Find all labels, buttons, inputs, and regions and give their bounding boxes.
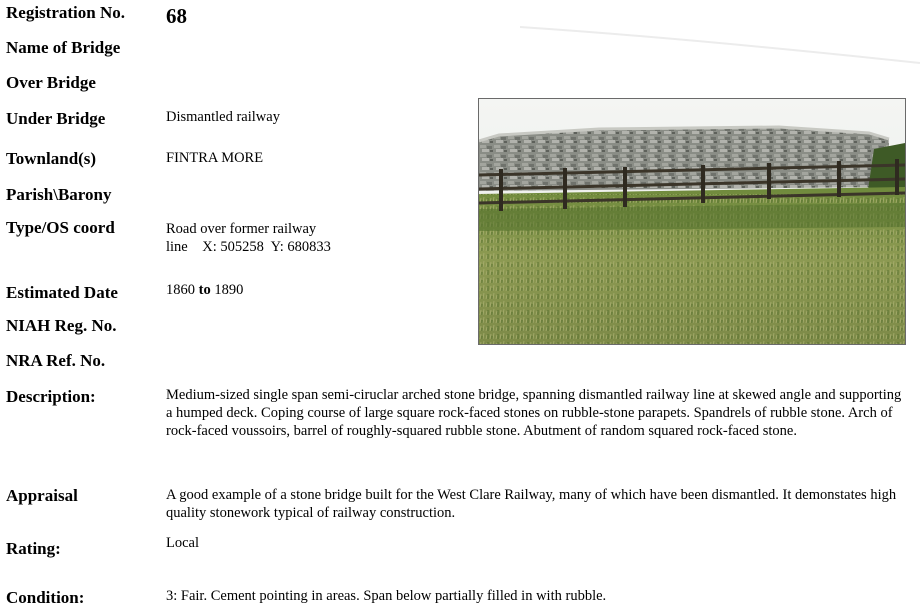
parish-barony-label: Parish\Barony: [6, 185, 112, 204]
estimated-date-value: [166, 281, 243, 299]
rating-value: Local: [166, 535, 200, 551]
niah-reg-no-label: NIAH Reg. No.: [6, 316, 117, 335]
type-value-line1: Road over former railway: [166, 221, 317, 237]
under-bridge-label: Under Bridge: [6, 109, 106, 128]
type-os-coord-label: Type/OS coord: [6, 218, 115, 237]
under-bridge-value: Dismantled railway: [166, 109, 280, 125]
townlands-label: Townland(s): [6, 149, 97, 168]
date-to-word: to: [198, 282, 211, 298]
registration-no-value: 68: [166, 4, 187, 28]
nra-ref-no-label: NRA Ref. No.: [6, 351, 106, 370]
appraisal-value: A good example of a stone bridge built for the West Clare Railway, many of which have been dismantled. It demonstates high quality stonework typical of railway construction.: [166, 487, 897, 521]
scan-artifact: [520, 25, 920, 65]
os-coord-value: line X: 505258 Y: 680833: [166, 239, 331, 255]
over-bridge-label: Over Bridge: [6, 73, 96, 92]
name-of-bridge-label: Name of Bridge: [6, 38, 121, 57]
townlands-value: FINTRA MORE: [166, 150, 264, 166]
bridge-photo: [478, 98, 906, 345]
rating-label: Rating:: [6, 539, 61, 558]
description-value: Medium-sized single span semi-ciruclar arched stone bridge, spanning dismantled railway line at skewed angle and supporting a humped deck. Coping course of large square rock-faced stones on rubble-stone parapets. Spandrels of rubble stone. Arch of rock-faced voussoirs, barrel of roughly-squared rubble stone. Abutment of random squared rock-faced stone.: [166, 387, 902, 439]
date-from: 1860: [166, 282, 195, 298]
description-label: Description:: [6, 387, 96, 406]
appraisal-label: Appraisal: [6, 486, 78, 505]
bridge-photo-illustration: [479, 99, 905, 344]
date-to: 1890: [214, 282, 244, 298]
condition-label: Condition:: [6, 588, 85, 607]
condition-value: 3: Fair. Cement pointing in areas. Span below partially filled in with rubble.: [166, 588, 607, 604]
estimated-date-label: Estimated Date: [6, 283, 118, 302]
registration-no-label: Registration No.: [6, 3, 125, 22]
